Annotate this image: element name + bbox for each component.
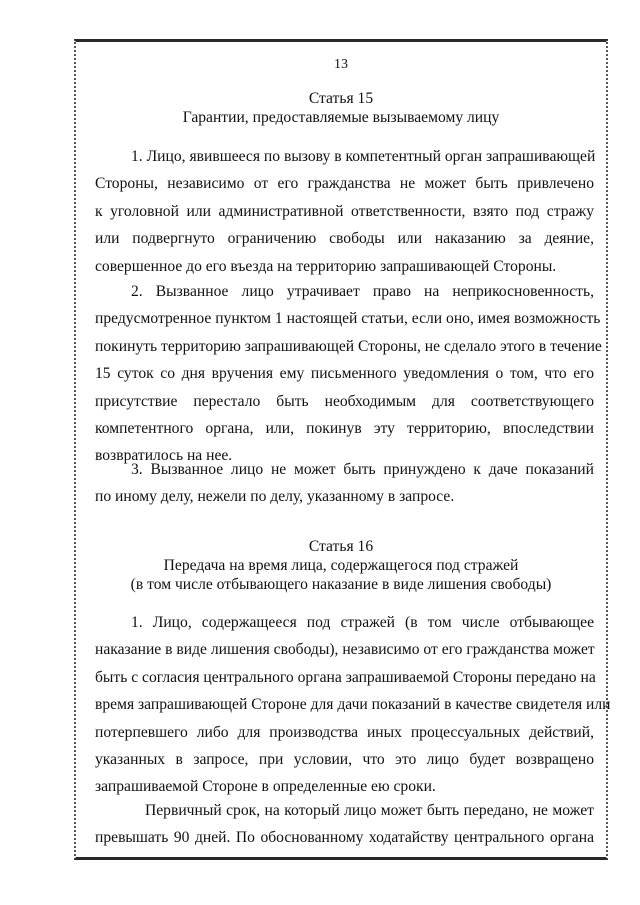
text-line: 1. Лицо, явившееся по вызову в компетентный орган запрашивающей [131, 148, 596, 165]
text-line: превышать 90 дней. По обоснованному ходатайству центрального органа [95, 829, 594, 847]
text-line: компетентного органа, или, покинув эту территорию, впоследствии [95, 420, 594, 438]
article-16-paragraph-1 [95, 609, 611, 801]
text-line: предусмотренное пунктом 1 настоящей статьи, если оно, имея возможность [95, 310, 601, 328]
text-line: Первичный срок, на который лицо может быть передано, не может [145, 802, 594, 819]
text-line: покинуть территорию запрашивающей Стороны, не сделало этого в течение [95, 337, 602, 355]
text-line: 15 суток со дня вручения ему письменного уведомления о том, что его [95, 365, 594, 383]
article-15-paragraph-1 [95, 143, 594, 280]
text-line: присутствие перестало быть необходимым для соответствующего [95, 392, 594, 410]
article-16-paragraph-2 [95, 797, 594, 852]
text-line: указанных в запросе, при условии, что это лицо будет возвращено [95, 751, 594, 769]
text-line: или подвергнуто ограничению свободы или наказанию за деяние, [95, 230, 594, 248]
text-line: 2. Вызванное лицо утрачивает право на неприкосновенность, [131, 283, 594, 300]
text-line: Стороны, независимо от его гражданства не может быть привлечено [95, 175, 594, 193]
text-line: к уголовной или административной ответственности, взято под стражу [95, 202, 594, 220]
text-line: возвратилось на нее. [95, 447, 233, 465]
article-15-title: Статья 15 [308, 90, 374, 107]
article-15-subtitle: Гарантии, предоставляемые вызываемому лицу [182, 109, 500, 126]
text-line: быть с согласия центрального органа запрашиваемой Стороны передано на [95, 668, 596, 686]
text-line: время запрашивающей Стороне для дачи показаний в качестве свидетеля или [95, 696, 611, 714]
text-line: запрашиваемой Стороне в определенные ею сроки. [95, 778, 436, 796]
text-line: 3. Вызванное лицо не может быть принуждено к даче показаний [131, 461, 594, 478]
article-16-subtitle: Передача на время лица, содержащегося под стражей [163, 557, 519, 574]
text-line: потерпевшего либо для производства иных процессуальных действий, [95, 723, 594, 741]
article-16-title: Статья 16 [308, 538, 374, 555]
text-line: наказание в виде лишения свободы), независимо от его гражданства может [95, 641, 595, 659]
article-15-paragraph-2 [95, 278, 602, 470]
page-number: 13 [334, 57, 348, 72]
article-16-subtitle-2: (в том числе отбывающего наказание в виде лишения свободы) [130, 576, 552, 593]
document-page [74, 39, 611, 860]
text-line: совершенное до его въезда на территорию запрашивающей Стороны. [95, 257, 557, 275]
text-line: 1. Лицо, содержащееся под стражей (в том числе отбывающее [131, 614, 594, 631]
text-line: по иному делу, нежели по делу, указанному в запросе. [95, 488, 455, 506]
article-15-paragraph-3 [95, 456, 594, 511]
